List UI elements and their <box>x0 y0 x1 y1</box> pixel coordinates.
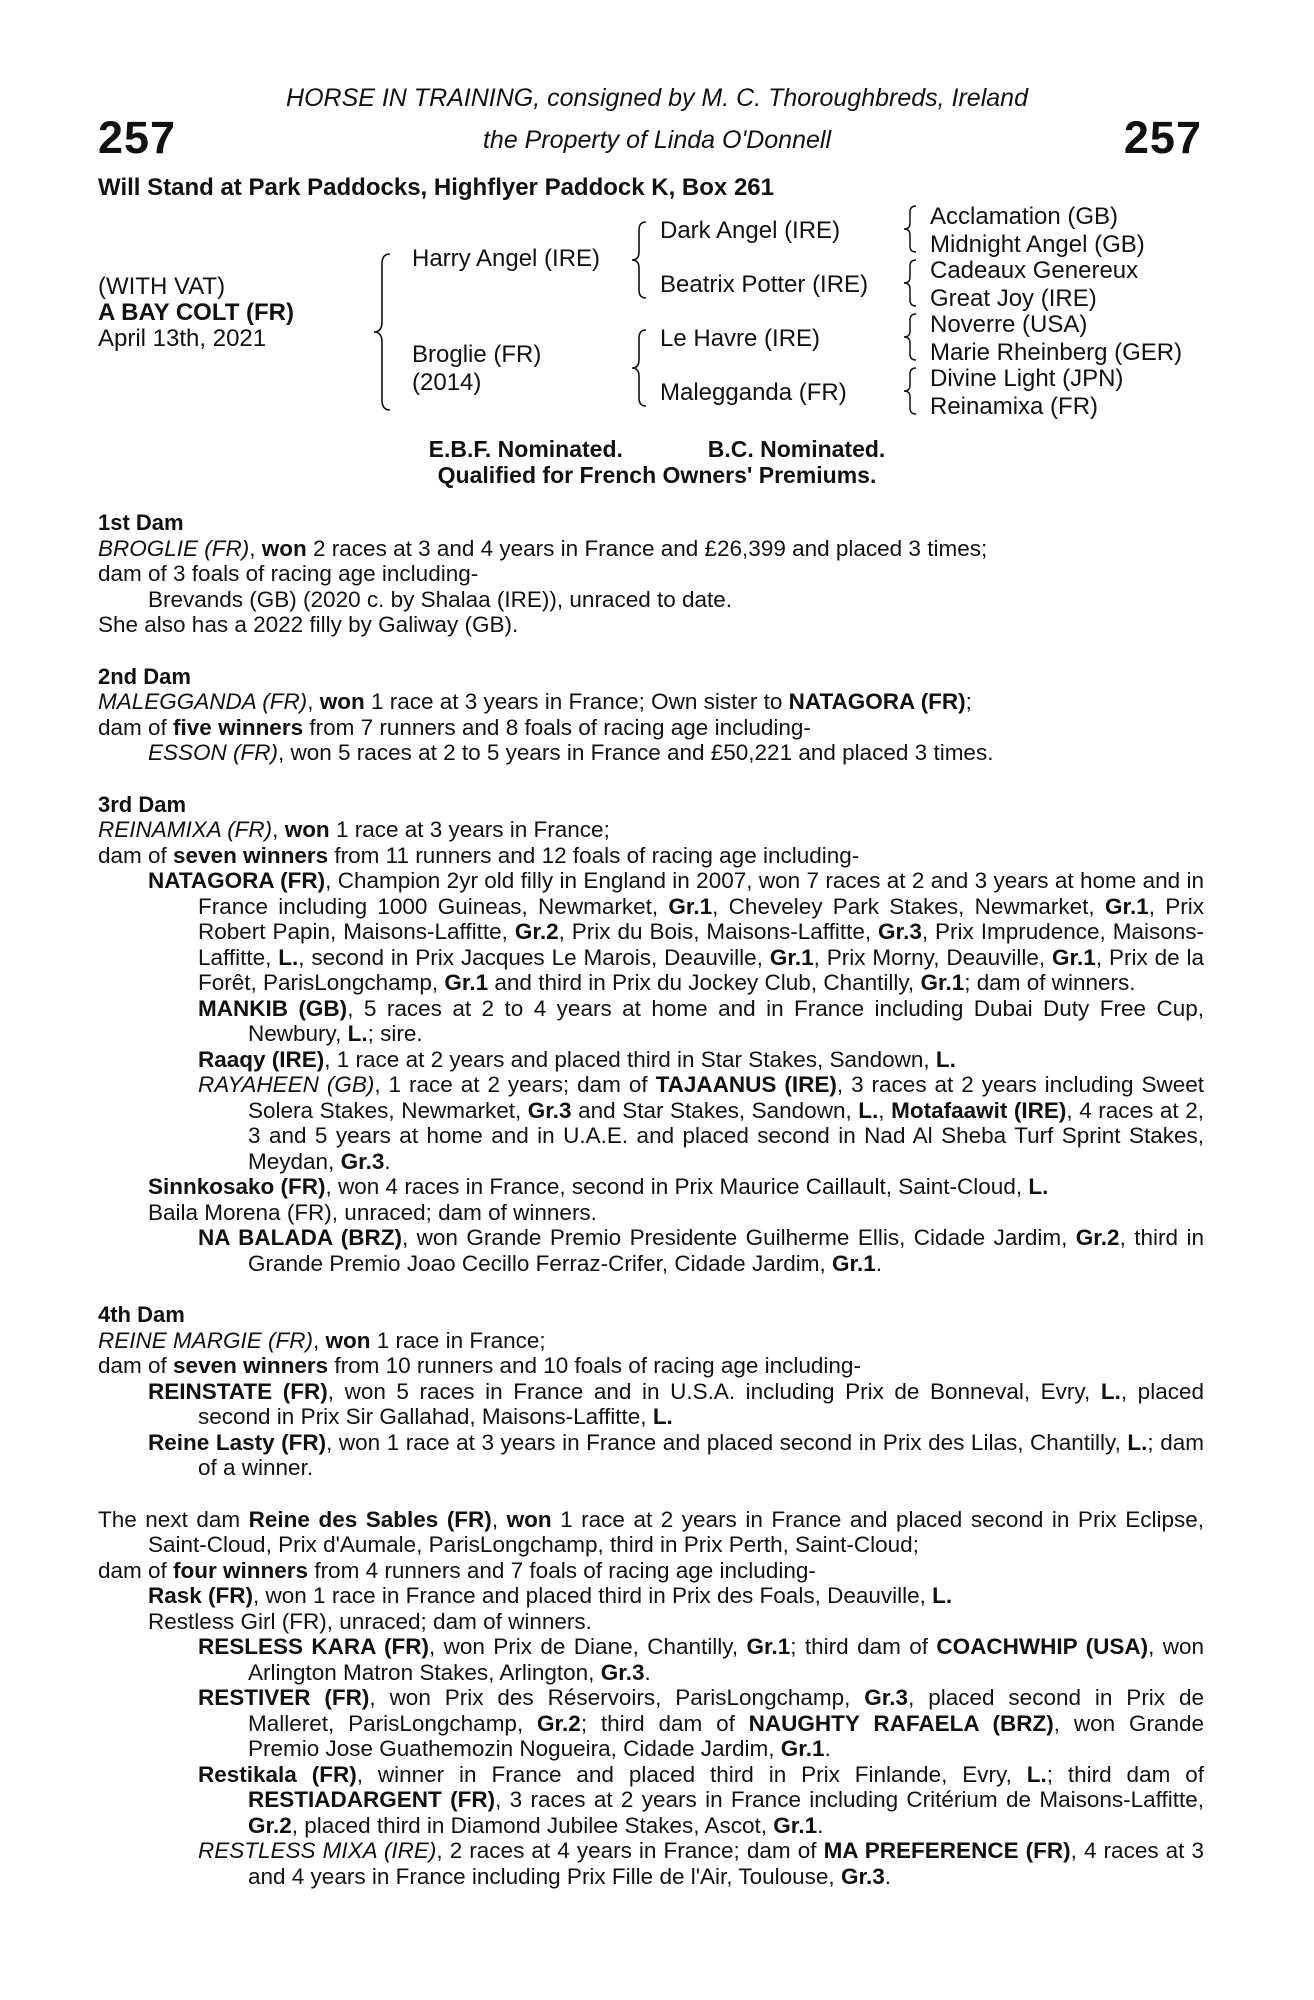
second-dam-produce: dam of five winners from 7 runners and 8 foals of racing age including- <box>98 714 811 740</box>
grandparent-6: Marie Rheinberg (GER) <box>930 339 1183 366</box>
fourth-dam-heading: 4th Dam <box>98 1302 185 1327</box>
premiums-note: Qualified for French Owners' Premiums. <box>437 462 877 488</box>
fourth-dam-record: REINE MARGIE (FR), won 1 race in France; <box>98 1327 546 1353</box>
produce-entry: Sinnkosako (FR), won 4 races in France, second in Prix Maurice Caillault, Saint-Cloud, L. <box>148 1174 1049 1199</box>
grandparent-3: Cadeaux Genereux <box>930 257 1139 284</box>
grandparent-7: Divine Light (JPN) <box>930 365 1124 392</box>
produce-entry: MANKIB (GB), 5 races at 2 to 4 years at home and in France including Dubai Duty Free Cup, Newbury, L.; sire. <box>198 995 1204 1046</box>
produce-entry: REINSTATE (FR), won 5 races in France and in U.S.A. including Prix de Bonneval, Evry, L., placed second in Prix Sir Gallahad, Maisons-Laffitte, L. <box>148 1378 1204 1429</box>
produce-entry: Baila Morena (FR), unraced; dam of winners. <box>148 1199 597 1225</box>
consignment-line: HORSE IN TRAINING, consigned by M. C. Thoroughbreds, Ireland <box>286 84 1028 112</box>
next-dam-record: The next dam Reine des Sables (FR), won 1 race at 2 years in France and placed second in Prix Eclipse, Saint-Cloud, Prix d'Aumale, ParisLongchamp, third in Prix Perth, Saint-Cloud; <box>98 1506 1204 1557</box>
produce-entry: RAYAHEEN (GB), 1 race at 2 years; dam of TAJAANUS (IRE), 3 races at 2 years including Sweet Solera Stakes, Newmarket, Gr.3 and Star Stakes, Sandown, L., Motafaawit (IRE), 4 races at 2, 3 and 5 years at home and in U.A.E. and placed second in Nad Al Sheba Turf Sprint Stakes, Meydan, Gr.3. <box>198 1072 1204 1174</box>
produce-entry: Restikala (FR), winner in France and placed third in Prix Finlande, Evry, L.; third dam of RESTIADARGENT (FR), 3 races at 2 years in France including Critérium de Maisons-Laffitte, Gr.2, placed third in Diamond Jubilee Stakes, Ascot, Gr.1. <box>198 1761 1205 1838</box>
brace-main <box>372 252 394 412</box>
produce-entry: ESSON (FR), won 5 races at 2 to 5 years in France and £50,221 and placed 3 times. <box>148 740 994 765</box>
grandparent-4: Great Joy (IRE) <box>930 285 1097 312</box>
lot-number-left: 257 <box>98 112 177 163</box>
produce-entry: Reine Lasty (FR), won 1 race at 3 years in France and placed second in Prix des Lilas, Chantilly, L.; dam of a winner. <box>148 1429 1204 1480</box>
third-dam-record: REINAMIXA (FR), won 1 race at 3 years in France; <box>98 817 610 842</box>
produce-entry: RESLESS KARA (FR), won Prix de Diane, Chantilly, Gr.1; third dam of COACHWHIP (USA), won Arlington Matron Stakes, Arlington, Gr.3. <box>198 1634 1205 1685</box>
produce-entry: RESTIVER (FR), won Prix des Réservoirs, ParisLongchamp, Gr.3, placed second in Prix de Malleret, ParisLongchamp, Gr.2; third dam of NAUGHTY RAFAELA (BRZ), won Grande Premio Jose Guathemozin Nogueira, Cidade Jardim, Gr.1. <box>198 1685 1204 1761</box>
brace-sire <box>630 220 650 300</box>
produce-entry: Restless Girl (FR), unraced; dam of winners. <box>148 1608 592 1634</box>
brace-g2 <box>902 258 920 308</box>
third-dam-produce: dam of seven winners from 11 runners and 12 foals of racing age including- <box>98 842 860 868</box>
brace-g4 <box>902 366 920 416</box>
sire: Harry Angel (IRE) <box>412 245 601 272</box>
third-dam-heading: 3rd Dam <box>98 791 187 817</box>
brace-g3 <box>902 312 920 362</box>
produce-entry: Brevands (GB) (2020 c. by Shalaa (IRE)), unraced to date. <box>148 586 733 612</box>
second-dam-heading: 2nd Dam <box>98 663 191 689</box>
first-dam-note: She also has a 2022 filly by Galiway (GB). <box>98 612 519 637</box>
sire-sire: Dark Angel (IRE) <box>660 217 841 244</box>
horse-name: A BAY COLT (FR) <box>98 299 294 326</box>
dam: Broglie (FR) <box>412 341 542 368</box>
produce-entry: NATAGORA (FR), Champion 2yr old filly in England in 2007, won 7 races at 2 and 3 years at home and in France including 1000 Guineas, Newmarket, Gr.1, Cheveley Park Stakes, Newmarket, Gr.1, Prix Robert Papin, Maisons-Laffitte, Gr.2, Prix du Bois, Maisons-Laffitte, Gr.3, Prix Imprudence, Maisons-Laffitte, L., second in Prix Jacques Le Marois, Deauville, Gr.1, Prix Morny, Deauville, Gr.1, Prix de la Forêt, ParisLongchamp, Gr.1 and third in Prix du Jockey Club, Chantilly, Gr.1; dam of winners. <box>148 868 1205 995</box>
first-dam-produce: dam of 3 foals of racing age including- <box>98 561 479 586</box>
sire-dam: Beatrix Potter (IRE) <box>660 271 869 298</box>
first-dam-heading: 1st Dam <box>98 510 184 535</box>
stand-location: Will Stand at Park Paddocks, Highflyer Paddock K, Box 261 <box>98 174 774 201</box>
lot-number-right: 257 <box>1123 112 1202 163</box>
first-dam-record: BROGLIE (FR), won 2 races at 3 and 4 years in France and £26,399 and placed 3 times; <box>98 535 988 561</box>
fourth-dam-produce: dam of seven winners from 10 runners and 10 foals of racing age including- <box>98 1353 861 1378</box>
brace-dam <box>630 328 650 408</box>
produce-entry: Raaqy (IRE), 1 race at 2 years and placed third in Star Stakes, Sandown, L. <box>198 1046 956 1072</box>
next-dam-produce: dam of four winners from 4 runners and 7 foals of racing age including- <box>98 1557 816 1583</box>
dam-name: BROGLIE (FR) <box>98 535 250 561</box>
second-dam-record: MALEGGANDA (FR), won 1 race at 3 years in France; Own sister to NATAGORA (FR); <box>98 689 972 714</box>
grandparent-1: Acclamation (GB) <box>930 203 1119 230</box>
produce-record <box>98 510 1204 1889</box>
vat-note: (WITH VAT) <box>98 273 226 300</box>
bc-nominated: B.C. Nominated. <box>707 436 886 462</box>
grandparent-5: Noverre (USA) <box>930 311 1088 338</box>
dam-year: (2014) <box>412 369 482 396</box>
grandparent-8: Reinamixa (FR) <box>930 393 1099 420</box>
foaling-date: April 13th, 2021 <box>98 325 267 352</box>
dam-dam: Malegganda (FR) <box>660 379 847 406</box>
produce-entry: RESTLESS MIXA (IRE), 2 races at 4 years in France; dam of MA PREFERENCE (FR), 4 races at 3 and 4 years in France including Prix Fille de l'Air, Toulouse, Gr.3. <box>198 1838 1205 1889</box>
grandparent-2: Midnight Angel (GB) <box>930 231 1145 258</box>
dam-sire: Le Havre (IRE) <box>660 325 821 352</box>
owner-line: the Property of Linda O'Donnell <box>482 126 832 154</box>
ebf-nominated: E.B.F. Nominated. <box>428 436 623 462</box>
produce-entry: NA BALADA (BRZ), won Grande Premio Presidente Guilherme Ellis, Cidade Jardim, Gr.2, third in Grande Premio Joao Cecillo Ferraz-Crifer, Cidade Jardim, Gr.1. <box>198 1225 1204 1276</box>
nomination-line <box>0 436 1314 463</box>
produce-entry: Rask (FR), won 1 race in France and placed third in Prix des Foals, Deauville, L. <box>148 1583 953 1608</box>
brace-g1 <box>902 204 920 254</box>
